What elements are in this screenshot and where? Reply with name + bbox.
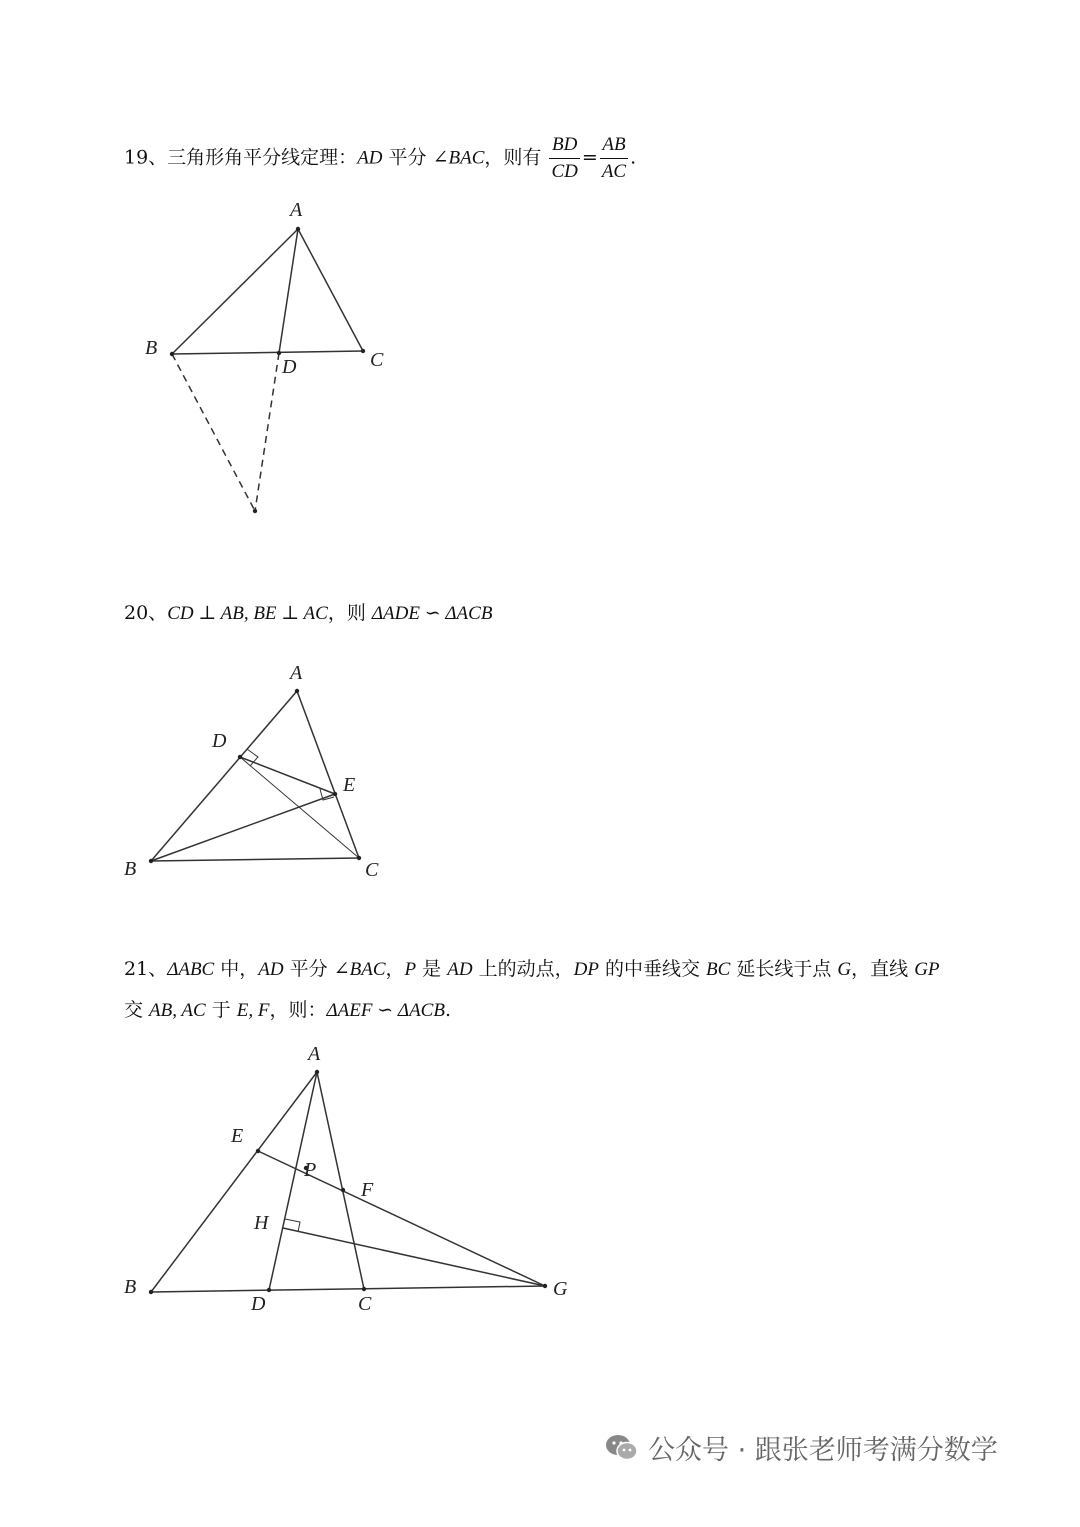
- fig21-label-g: G: [553, 1278, 568, 1300]
- fig21-label-c: C: [358, 1293, 372, 1315]
- fraction-ab-ac: $\frac{AB}{AC}$: [601, 134, 627, 182]
- fig21-label-e: E: [231, 1125, 244, 1147]
- fig20-label-e: E: [343, 774, 356, 796]
- fig21-label-f: F: [361, 1179, 374, 1201]
- wechat-icon: [604, 1432, 640, 1464]
- fig21-label-b: B: [124, 1276, 137, 1298]
- watermark-text: 公众号 · 跟张老师考满分数学: [648, 1435, 998, 1466]
- watermark: [604, 1428, 998, 1467]
- fig21-label-d: D: [251, 1293, 266, 1315]
- fig21-label-h: H: [254, 1212, 269, 1234]
- fig19-label-a: A: [290, 199, 303, 221]
- fig19-label-b: B: [145, 337, 158, 359]
- problem-19-statement: 19、三角形角平分线定理：AD 平分 ∠BAC，则有 $\frac{BD}{CD}$ = $\frac{AB}{AC}$ .: [124, 132, 636, 185]
- fig21-label-p: P: [304, 1159, 317, 1181]
- figure-20-triangle: [151, 691, 359, 861]
- fig19-label-c: C: [370, 349, 384, 371]
- figure-21-triangle: [151, 1072, 545, 1292]
- fig20-label-c: C: [365, 859, 379, 881]
- fig20-label-d: D: [212, 730, 227, 752]
- fig20-label-b: B: [124, 858, 137, 880]
- fig19-label-d: D: [282, 356, 297, 378]
- problem-21-statement-line2: 交 AB, AC 于 E, F，则：ΔAEF ∽ ΔACB.: [124, 999, 452, 1021]
- fig20-label-a: A: [290, 662, 303, 684]
- fraction-bd-cd: $\frac{BD}{CD}$: [551, 134, 578, 182]
- figure-19-triangle: [172, 229, 363, 511]
- problem-20-statement: 20、CD ⊥ AB, BE ⊥ AC，则 ΔADE ∽ ΔACB: [124, 602, 493, 624]
- problem-21-statement-line1: 21、ΔABC 中，AD 平分 ∠BAC，P 是 AD 上的动点，DP 的中垂线交 BC 延长线于点 G，直线 GP: [124, 958, 940, 980]
- fig21-label-a: A: [308, 1043, 321, 1065]
